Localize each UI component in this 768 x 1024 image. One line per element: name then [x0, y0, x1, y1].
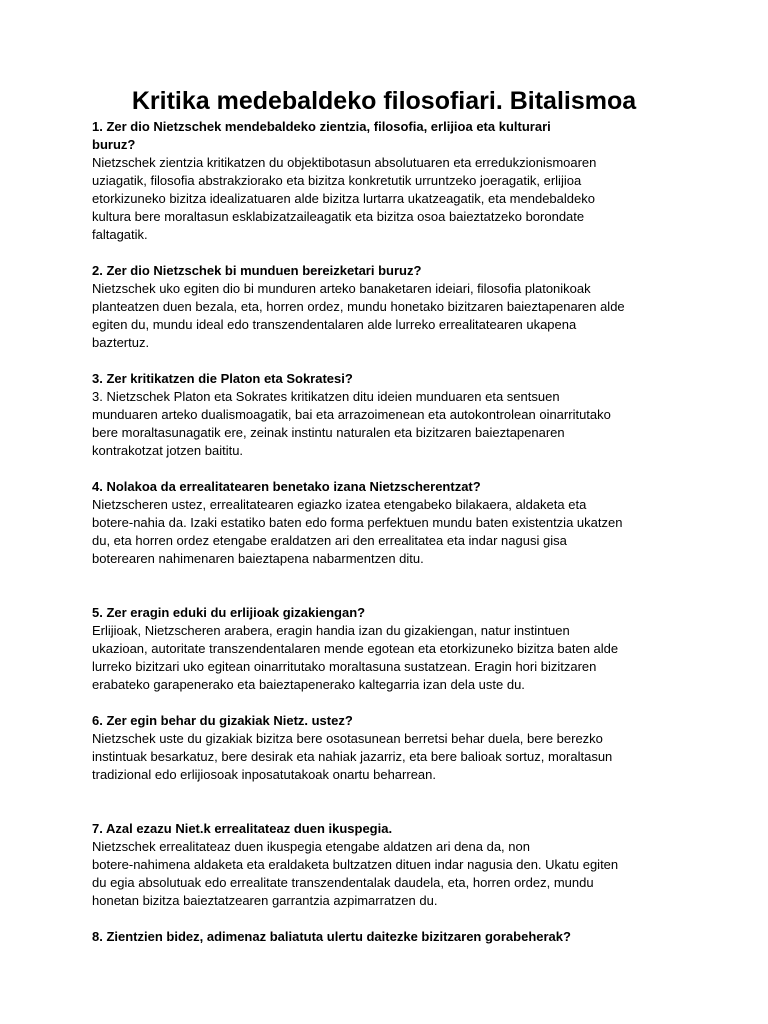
answer-6: Nietzschek uste du gizakiak bizitza bere osotasunean berretsi behar duela, bere berezko instintuak besarkatuz, bere desirak eta nahiak jazarriz, eta bere balioak sortuz, moraltasun tradizional edo erlijiosoak inposatutakoak onartu beharrean.: [92, 731, 613, 782]
answer-1: Nietzschek zientzia kritikatzen du objektibotasun absolutuaren eta erredukzionismoaren uziagatik, filosofia abstrakziorako eta bizitza konkretutik urruntzeko joeragatik, erlijioa etorkizuneko bizitza idealizatuaren alde bizitza lurtarra ukatzeagatik, eta mendebaldeko kultura bere moraltasun esklabizatzaileagatik eta bizitza osoa baieztatzeko borondate faltagatik.: [92, 155, 597, 242]
question-6: 6. Zer egin behar du gizakiak Nietz. ustez?: [92, 713, 353, 728]
qa-section-4: [92, 478, 692, 568]
qa-section-1: [92, 118, 692, 244]
answer-2: Nietzschek uko egiten dio bi munduren arteko banaketaren ideiari, filosofia platonikoak planteatzen duen bezala, eta, horren ordez, mundu honetako bizitzaren baieztapenaren alde egiten du, mundu ideal edo transzendentalaren alde lurreko errealitatearen ukapena baztertuz.: [92, 281, 625, 350]
document-title: Kritika medebaldeko filosofiari. Bitalismoa: [131, 87, 637, 115]
qa-section-2: [92, 262, 692, 352]
qa-section-3: [92, 370, 692, 460]
answer-3: 3. Nietzschek Platon eta Sokrates kritikatzen ditu ideien munduaren eta sentsuen munduaren arteko dualismoagatik, bai eta arrazoimenean eta autokontrolean oinarritutako bere moraltasunagatik ere, zeinak instintu naturalen eta bizitzaren baieztapenaren kontrakotzat jotzen baititu.: [92, 389, 611, 458]
answer-7: Nietzschek errealitateaz duen ikuspegia etengabe aldatzen ari dena da, non botere-nahimena aldaketa eta eraldaketa bultzatzen dituen indar nagusia den. Ukatu egiten du egia absolutuak edo errealitate transzendentalak daudela, eta, horren ordez, mundu honetan bizitza baieztatzearen garrantzia azpimarratzen du.: [92, 839, 619, 908]
question-3: 3. Zer kritikatzen die Platon eta Sokratesi?: [92, 371, 353, 386]
question-8: 8. Zientzien bidez, adimenaz baliatuta ulertu daitezke bizitzaren gorabeherak?: [92, 929, 571, 944]
question-7: 7. Azal ezazu Niet.k errealitateaz duen ikuspegia.: [92, 821, 393, 836]
answer-4: Nietzscheren ustez, errealitatearen egiazko izatea etengabeko bilakaera, aldaketa eta botere-nahia da. Izaki estatiko baten edo forma perfektuen mundu baten existentzia ukatzen du, eta horren ordez etengabe eraldatzen ari den errealitatea eta indar nagusi gisa boterearen nahimenaren baieztapena nabarmentzen ditu.: [92, 497, 623, 566]
answer-5: Erlijioak, Nietzscheren arabera, eragin handia izan du gizakiengan, natur instintuen ukazioan, autoritate transzendentalaren mende egotean eta etorkizuneko bizitza baten alde lurreko bizitzari uko egitean oinarritutako moraltasuna sustatzean. Eragin hori bizitzaren erabateko garapenerako eta baieztapenerako kaltegarria izan dela uste du.: [92, 623, 619, 692]
question-2: 2. Zer dio Nietzschek bi munduen bereizketari buruz?: [92, 263, 422, 278]
document-body: [92, 118, 692, 946]
qa-section-5: [92, 604, 692, 694]
qa-section-7: [92, 820, 692, 910]
question-4: 4. Nolakoa da errealitatearen benetako izana Nietzscherentzat?: [92, 479, 481, 494]
question-1: 1. Zer dio Nietzschek mendebaldeko zientzia, filosofia, erlijioa eta kulturari buruz?: [92, 119, 551, 152]
question-5: 5. Zer eragin eduki du erlijioak gizakiengan?: [92, 605, 366, 620]
qa-section-8: [92, 928, 692, 946]
qa-section-6: [92, 712, 692, 784]
